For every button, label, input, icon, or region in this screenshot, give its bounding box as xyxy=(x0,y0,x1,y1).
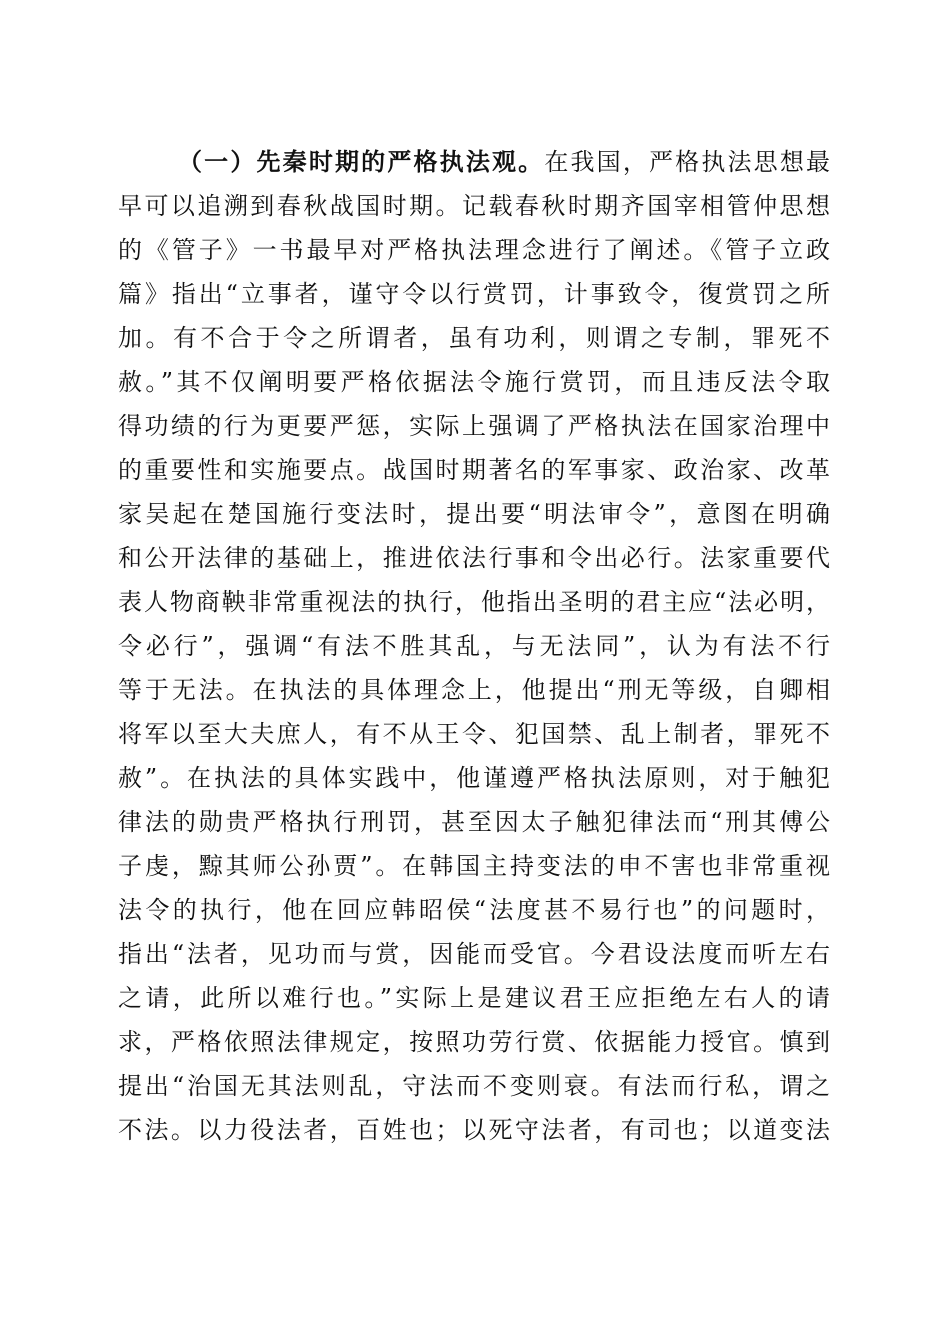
paragraph-line: 得功绩的行为更要严惩，实际上强调了严格执法在国家治理中 xyxy=(118,412,830,440)
paragraph-text: 在我国，严格执法思想最 xyxy=(544,148,831,176)
paragraph-line: 令必行”，强调“有法不胜其乱，与无法同”，认为有法不行 xyxy=(118,632,830,660)
paragraph-line: 律法的勋贵严格执行刑罚，甚至因太子触犯律法而“刑其傅公 xyxy=(118,808,830,836)
paragraph-line: 加。有不合于令之所谓者，虽有功利，则谓之专制，罪死不 xyxy=(118,324,830,352)
paragraph-line: 表人物商鞅非常重视法的执行，他指出圣明的君主应“法必明， xyxy=(118,588,830,616)
body-paragraph xyxy=(118,140,830,1152)
paragraph-line: 的重要性和实施要点。战国时期著名的军事家、政治家、改革 xyxy=(118,456,830,484)
paragraph-line: 法令的执行，他在回应韩昭侯“法度甚不易行也”的问题时， xyxy=(118,896,830,924)
paragraph-line: 求，严格依照法律规定，按照功劳行赏、依据能力授官。慎到 xyxy=(118,1028,830,1056)
paragraph-line: 等于无法。在执法的具体理念上，他提出“刑无等级，自卿相 xyxy=(118,676,830,704)
paragraph-line: 的《管子》一书最早对严格执法理念进行了阐述。《管子立政 xyxy=(118,236,830,264)
paragraph-line: 将军以至大夫庶人，有不从王令、犯国禁、乱上制者，罪死不 xyxy=(118,720,830,748)
paragraph-line: 篇》指出“立事者，谨守令以行赏罚，计事致令，復赏罚之所 xyxy=(118,280,830,308)
paragraph-line: 提出“治国无其法则乱，守法而不变则衰。有法而行私，谓之 xyxy=(118,1072,830,1100)
paragraph-line: 子虔，黥其师公孙贾”。在韩国主持变法的申不害也非常重视 xyxy=(118,852,830,880)
paragraph-line: 家吴起在楚国施行变法时，提出要“明法审令”，意图在明确 xyxy=(118,500,830,528)
section-heading: （一）先秦时期的严格执法观。 xyxy=(178,148,545,176)
paragraph-line: 不法。以力役法者，百姓也；以死守法者，有司也；以道变法 xyxy=(118,1116,830,1144)
paragraph-line xyxy=(118,140,830,184)
paragraph-line: 之请，此所以难行也。”实际上是建议君王应拒绝左右人的请 xyxy=(118,984,830,1012)
paragraph-line: 赦”。在执法的具体实践中，他谨遵严格执法原则，对于触犯 xyxy=(118,764,830,792)
paragraph-line: 赦。”其不仅阐明要严格依据法令施行赏罚，而且违反法令取 xyxy=(118,368,830,396)
paragraph-line: 早可以追溯到春秋战国时期。记载春秋时期齐国宰相管仲思想 xyxy=(118,192,830,220)
paragraph-line: 和公开法律的基础上，推进依法行事和令出必行。法家重要代 xyxy=(118,544,830,572)
paragraph-line: 指出“法者，见功而与赏，因能而受官。今君设法度而听左右 xyxy=(118,940,830,968)
